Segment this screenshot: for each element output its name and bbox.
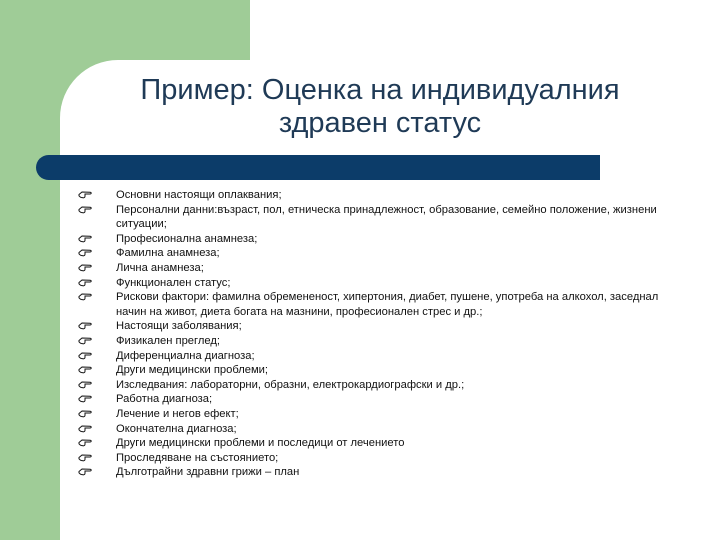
pointing-hand-icon [78, 248, 93, 257]
bullet-text: Проследяване на състоянието; [116, 451, 279, 464]
bullet-item [78, 276, 668, 291]
pointing-hand-icon [78, 336, 93, 345]
bullet-item [78, 378, 668, 393]
slide-title [60, 74, 700, 140]
pointing-hand-icon [78, 234, 93, 243]
bullet-item [78, 319, 668, 334]
bullet-text: Лечение и негов ефект; [116, 407, 239, 420]
pointing-hand-icon [78, 394, 93, 403]
bullet-item [78, 392, 668, 407]
slide-title-line-1: Пример: Оценка на индивидуалния [140, 74, 620, 106]
pointing-hand-icon [78, 438, 93, 447]
bullet-item [78, 334, 668, 349]
bullet-item [78, 349, 668, 364]
bullet-item [78, 465, 668, 480]
bullet-text: Основни настоящи оплаквания; [116, 189, 282, 201]
bullet-list [78, 188, 668, 480]
bullet-text: Настоящи заболявания; [116, 320, 242, 333]
bullet-item [78, 436, 668, 451]
bullet-item [78, 407, 668, 422]
bullet-text: Други медицински проблеми и последици от лечението [116, 437, 405, 450]
bullet-text: Професионална анамнеза; [116, 232, 258, 245]
bullet-text: Фамилна анамнеза; [116, 247, 220, 260]
pointing-hand-icon [78, 409, 93, 418]
bullet-text: Изследвания: лабораторни, образни, електрокардиографски и др.; [116, 378, 465, 391]
bullet-item [78, 232, 668, 247]
bullet-text: Диференциална диагноза; [116, 349, 255, 362]
pointing-hand-icon [78, 424, 93, 433]
bullet-text: Лична анамнеза; [116, 261, 204, 274]
pointing-hand-icon [78, 278, 93, 287]
pointing-hand-icon [78, 453, 93, 462]
bullet-text: Рискови фактори: фамилна обремененост, хипертония, диабет, пушене, употреба на алкохол, заседнал начин на живот, диета богата на мазнини, професионален стрес и др.; [116, 291, 659, 318]
bullet-text: Функционален статус; [116, 276, 231, 289]
bullet-item [78, 188, 668, 203]
pointing-hand-icon [78, 190, 93, 199]
pointing-hand-icon [78, 292, 93, 301]
bullet-item [78, 451, 668, 466]
pointing-hand-icon [78, 380, 93, 389]
pointing-hand-icon [78, 365, 93, 374]
bullet-text: Физикален преглед; [116, 334, 221, 347]
pointing-hand-icon [78, 263, 93, 272]
bullet-text: Персонални данни:възраст, пол, етническа принадлежност, образование, семейно положение, жизнени ситуации; [116, 203, 657, 231]
bullet-text: Дълготрайни здравни грижи – план [116, 466, 300, 479]
slide-title-line-2: здравен статус [278, 107, 482, 139]
bullet-text: Работна диагноза; [116, 393, 213, 406]
bullet-item [78, 290, 668, 319]
pointing-hand-icon [78, 205, 93, 214]
bullet-text: Други медицински проблеми; [116, 364, 269, 377]
bullet-text: Окончателна диагноза; [116, 422, 237, 435]
pointing-hand-icon [78, 321, 93, 330]
bullet-item [78, 246, 668, 261]
pointing-hand-icon [78, 351, 93, 360]
bullet-item [78, 422, 668, 437]
title-underline-bar [36, 155, 600, 180]
bullet-item [78, 203, 668, 232]
bullet-item [78, 261, 668, 276]
bullet-item [78, 363, 668, 378]
pointing-hand-icon [78, 467, 93, 476]
